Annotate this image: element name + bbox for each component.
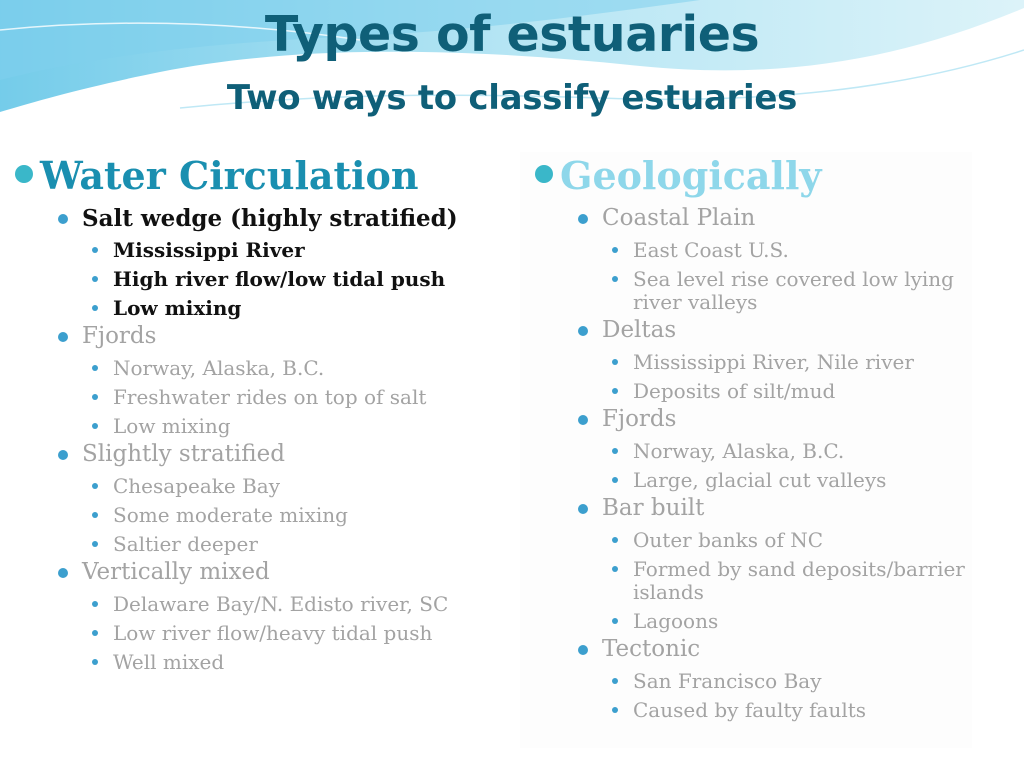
list-item [534, 469, 972, 492]
bullet-icon [58, 214, 68, 224]
bullet-icon [58, 568, 68, 578]
item-text: Fjords [82, 323, 157, 349]
list-item [534, 670, 972, 693]
bullet-icon [578, 504, 588, 514]
bullet-icon [92, 483, 98, 489]
item-text: Tectonic [602, 636, 701, 662]
list-item [534, 316, 972, 345]
bullet-icon [92, 659, 98, 665]
list-item [14, 440, 504, 469]
list-item [534, 440, 972, 463]
heading-text: Water Circulation [40, 153, 419, 198]
item-text: Saltier deeper [113, 532, 258, 556]
list-item [14, 622, 504, 645]
item-text: Deltas [602, 317, 677, 343]
item-text: Bar built [602, 495, 705, 521]
item-text: Vertically mixed [82, 559, 270, 585]
item-text: Large, glacial cut valleys [633, 468, 887, 492]
item-text: Freshwater rides on top of salt [113, 385, 427, 409]
bullet-icon [92, 276, 98, 282]
item-text: Well mixed [113, 650, 225, 674]
bullet-icon [92, 247, 98, 253]
bullet-icon [92, 394, 98, 400]
list-item [14, 475, 504, 498]
item-text: Formed by sand deposits/barrier islands [633, 557, 965, 604]
item-text: Low mixing [113, 414, 231, 438]
bullet-icon [535, 165, 553, 183]
bullet-icon [612, 247, 618, 253]
item-text: Low river flow/heavy tidal push [113, 621, 433, 645]
heading-text: Geologically [560, 153, 822, 198]
item-text: Lagoons [633, 609, 719, 633]
bullet-icon [612, 477, 618, 483]
bullet-icon [612, 566, 618, 572]
item-text: Mississippi River [113, 238, 305, 262]
item-text: Slightly stratified [82, 441, 285, 467]
item-text: High river flow/low tidal push [113, 267, 446, 291]
bullet-icon [578, 645, 588, 655]
heading-water-circulation [14, 152, 504, 200]
list-item [14, 268, 504, 291]
bullet-icon [92, 423, 98, 429]
bullet-icon [612, 678, 618, 684]
bullet-icon [612, 359, 618, 365]
bullet-icon [92, 512, 98, 518]
item-text: Chesapeake Bay [113, 474, 281, 498]
item-text: Norway, Alaska, B.C. [113, 356, 325, 380]
list-item [534, 558, 972, 604]
item-text: Caused by faulty faults [633, 698, 867, 722]
item-text: Fjords [602, 406, 677, 432]
list-item [14, 204, 504, 233]
list-item [14, 533, 504, 556]
bullet-icon [578, 214, 588, 224]
bullet-icon [578, 326, 588, 336]
list-item [534, 635, 972, 664]
list-item [14, 593, 504, 616]
list-item [534, 610, 972, 633]
list-item [534, 204, 972, 233]
bullet-icon [15, 165, 33, 183]
list-item [14, 386, 504, 409]
page-subtitle: Two ways to classify estuaries [226, 78, 798, 118]
bullet-icon [612, 388, 618, 394]
item-text: Mississippi River, Nile river [633, 350, 914, 374]
bullet-icon [92, 365, 98, 371]
list-item [14, 297, 504, 320]
water-circulation-column [14, 152, 504, 674]
item-text: Low mixing [113, 296, 242, 320]
item-text: Salt wedge (highly stratified) [82, 205, 458, 232]
geologically-column [520, 152, 972, 748]
bullet-icon [578, 415, 588, 425]
list-item [14, 558, 504, 587]
bullet-icon [612, 537, 618, 543]
list-item [534, 699, 972, 722]
item-text: Some moderate mixing [113, 503, 348, 527]
bullet-icon [612, 707, 618, 713]
bullet-icon [612, 448, 618, 454]
list-item [534, 494, 972, 523]
list-item [534, 405, 972, 434]
list-item [14, 357, 504, 380]
list-item [14, 415, 504, 438]
item-text: Delaware Bay/N. Edisto river, SC [113, 592, 449, 616]
bullet-icon [58, 332, 68, 342]
item-text: East Coast U.S. [633, 238, 789, 262]
bullet-icon [92, 305, 98, 311]
item-text: San Francisco Bay [633, 669, 822, 693]
bullet-icon [92, 541, 98, 547]
list-item [534, 351, 972, 374]
list-item [14, 322, 504, 351]
item-text: Deposits of silt/mud [633, 379, 836, 403]
bullet-icon [58, 450, 68, 460]
item-text: Outer banks of NC [633, 528, 824, 552]
bullet-icon [612, 618, 618, 624]
list-item [534, 268, 972, 314]
list-item [534, 380, 972, 403]
list-item [14, 651, 504, 674]
list-item [534, 529, 972, 552]
heading-geologically [534, 152, 972, 200]
list-item [14, 504, 504, 527]
item-text: Coastal Plain [602, 205, 756, 231]
bullet-icon [92, 630, 98, 636]
page-title: Types of estuaries [264, 6, 760, 63]
item-text: Norway, Alaska, B.C. [633, 439, 845, 463]
bullet-icon [92, 601, 98, 607]
bullet-icon [612, 276, 618, 282]
list-item [14, 239, 504, 262]
list-item [534, 239, 972, 262]
item-text: Sea level rise covered low lying river valleys [633, 267, 954, 314]
